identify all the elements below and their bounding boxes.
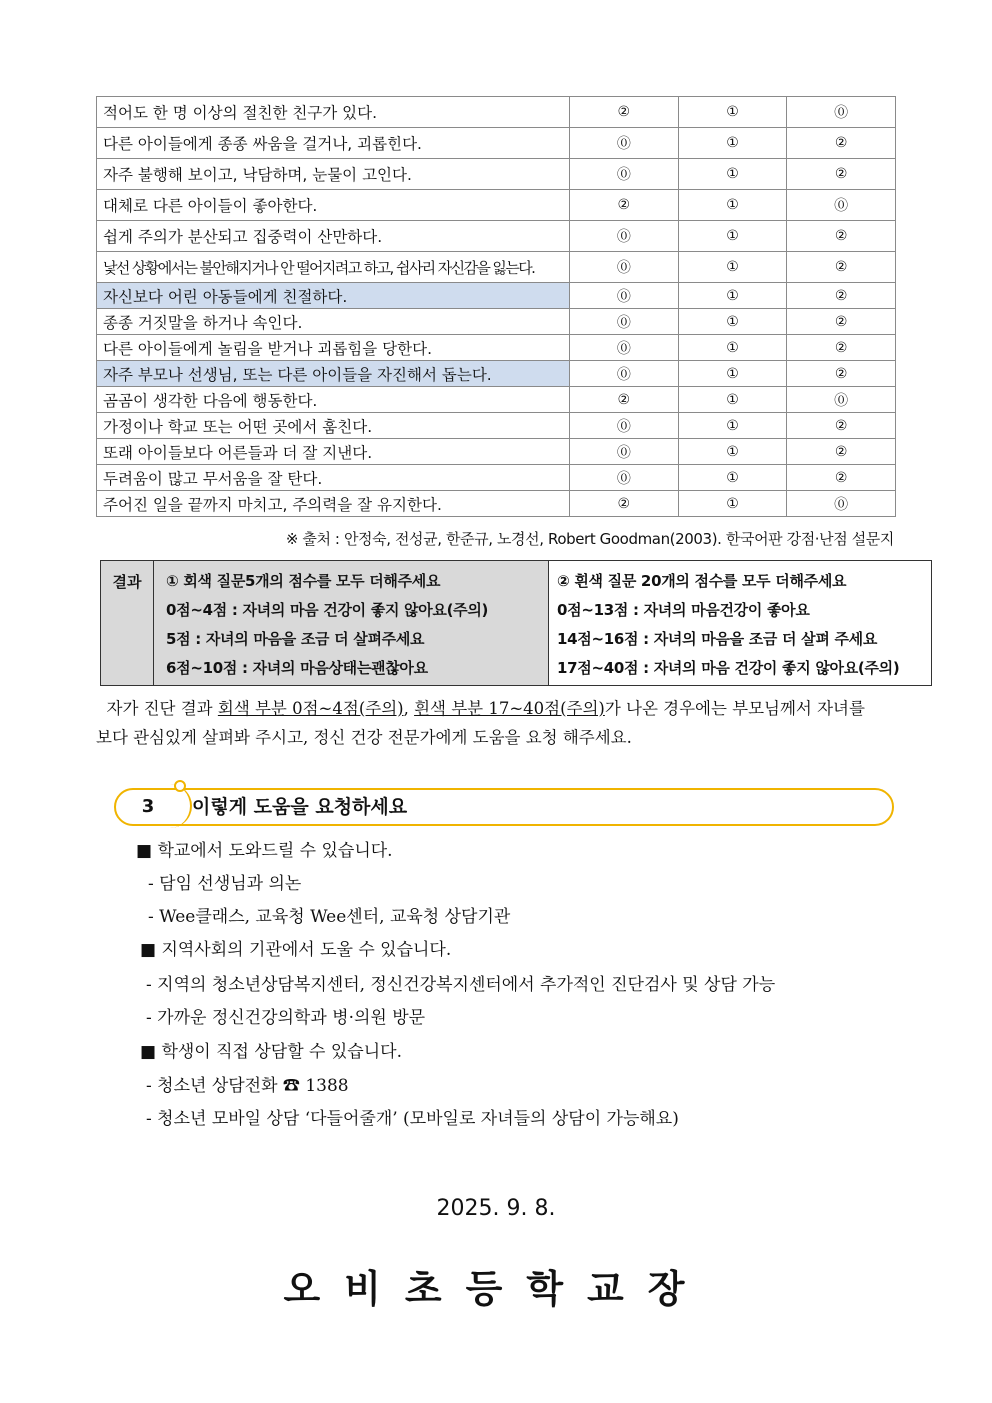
score-cell: ① (678, 413, 787, 439)
table-row (97, 465, 896, 491)
result-table (100, 560, 932, 686)
score-cell: ① (678, 190, 787, 221)
table-row (97, 190, 896, 221)
question-cell: 적어도 한 명 이상의 절친한 친구가 있다. (97, 97, 570, 128)
score-cell: ⓪ (570, 335, 679, 361)
question-cell: 주어진 일을 끝까지 마치고, 주의력을 잘 유지한다. (97, 491, 570, 517)
help-item: - 가까운 정신건강의학과 병·의원 방문 (146, 1008, 426, 1028)
note-text: , (403, 699, 415, 718)
question-cell: 또래 아이들보다 어른들과 더 잘 지낸다. (97, 439, 570, 465)
score-cell: ⓪ (570, 309, 679, 335)
question-cell: 곰곰이 생각한 다음에 행동한다. (97, 387, 570, 413)
white-guide-line: ② 흰색 질문 20개의 점수를 모두 더해주세요 (557, 572, 847, 590)
score-cell: ⓪ (570, 465, 679, 491)
help-item: - 청소년 상담전화 ☎ 1388 (146, 1076, 349, 1096)
table-row (97, 309, 896, 335)
score-cell: ⓪ (570, 159, 679, 190)
section-banner (114, 788, 894, 826)
section-number: 3 (141, 796, 155, 817)
principal-signature: 오비초등학교장 (283, 1267, 709, 1311)
table-row (97, 413, 896, 439)
white-guide-line: 14점~16점 : 자녀의 마음을 조금 더 살펴 주세요 (557, 630, 878, 648)
score-cell: ② (787, 465, 896, 491)
help-heading-community: ■ 지역사회의 기관에서 도울 수 있습니다. (140, 940, 452, 960)
question-cell: 다른 아이들에게 놀림을 받거나 괴롭힘을 당한다. (97, 335, 570, 361)
score-cell: ② (787, 413, 896, 439)
self-diagnosis-note (96, 694, 916, 752)
score-cell: ① (678, 491, 787, 517)
score-cell: ⓪ (570, 221, 679, 252)
table-row (97, 439, 896, 465)
result-label: 결과 (101, 561, 154, 686)
score-cell: ⓪ (570, 252, 679, 283)
score-cell: ① (678, 128, 787, 159)
score-cell: ① (678, 335, 787, 361)
table-row (97, 128, 896, 159)
question-cell: 쉽게 주의가 분산되고 집중력이 산만하다. (97, 221, 570, 252)
gray-guide-line: 5점 : 자녀의 마음을 조금 더 살펴주세요 (166, 630, 425, 648)
score-cell: ② (787, 361, 896, 387)
note-white-range: 흰색 부분 17~40점(주의) (414, 699, 605, 718)
table-row (97, 335, 896, 361)
score-cell: ① (678, 252, 787, 283)
score-cell: ⓪ (570, 413, 679, 439)
score-cell: ① (678, 283, 787, 309)
table-row (97, 221, 896, 252)
table-row (97, 361, 896, 387)
score-cell: ① (678, 159, 787, 190)
score-cell: ② (787, 221, 896, 252)
score-cell: ② (787, 335, 896, 361)
help-item: - 청소년 모바일 상담 ‘다들어줄개’ (모바일로 자녀들의 상담이 가능해요) (146, 1109, 679, 1129)
gray-guide-line: 6점~10점 : 자녀의 마음상태는괜찮아요 (166, 659, 428, 677)
score-cell: ① (678, 221, 787, 252)
note-gray-range: 회색 부분 0점~4점(주의) (217, 699, 404, 718)
score-cell: ① (678, 387, 787, 413)
score-cell: ① (678, 361, 787, 387)
table-row (97, 283, 896, 309)
score-cell: ① (678, 439, 787, 465)
question-cell: 자주 불행해 보이고, 낙담하며, 눈물이 고인다. (97, 159, 570, 190)
question-cell: 낯선 상황에서는 불안해지거나 안 떨어지려고 하고, 쉽사리 자신감을 잃는다. (97, 252, 570, 283)
document-date: 2025. 9. 8. (436, 1196, 556, 1221)
score-cell: ② (570, 387, 679, 413)
note-text: 가 나온 경우에는 부모님께서 자녀를 (604, 699, 865, 718)
help-item: - 지역의 청소년상담복지센터, 정신건강복지센터에서 추가적인 진단검사 및 상담 가능 (146, 975, 776, 995)
banner-dot-decoration (174, 780, 186, 792)
table-row (97, 97, 896, 128)
question-cell: 다른 아이들에게 종종 싸움을 걸거나, 괴롭힌다. (97, 128, 570, 159)
score-cell: ② (570, 97, 679, 128)
help-heading-school: ■ 학교에서 도와드릴 수 있습니다. (136, 841, 393, 861)
score-cell: ② (787, 252, 896, 283)
score-cell: ⓪ (787, 190, 896, 221)
question-cell: 대체로 다른 아이들이 좋아한다. (97, 190, 570, 221)
note-line2: 보다 관심있게 살펴봐 주시고, 정신 건강 전문가에게 도움을 요청 해주세요. (96, 728, 632, 747)
table-row (97, 387, 896, 413)
question-cell: 자신보다 어린 아동들에게 친절하다. (97, 283, 570, 309)
score-cell: ⓪ (787, 387, 896, 413)
score-cell: ⓪ (787, 491, 896, 517)
score-cell: ⓪ (570, 128, 679, 159)
gray-guide-line: 0점~4점 : 자녀의 마음 건강이 좋지 않아요(주의) (166, 601, 489, 619)
table-row (97, 159, 896, 190)
gray-guide-line: ① 회색 질문5개의 점수를 모두 더해주세요 (166, 572, 441, 590)
white-guide-line: 17점~40점 : 자녀의 마음 건강이 좋지 않아요(주의) (557, 659, 900, 677)
question-cell: 자주 부모나 선생님, 또는 다른 아이들을 자진해서 돕는다. (97, 361, 570, 387)
question-cell: 종종 거짓말을 하거나 속인다. (97, 309, 570, 335)
question-cell: 가정이나 학교 또는 어떤 곳에서 훔친다. (97, 413, 570, 439)
gray-question-guide (154, 561, 549, 686)
score-cell: ⓪ (570, 283, 679, 309)
score-cell: ② (570, 491, 679, 517)
score-cell: ⓪ (570, 439, 679, 465)
section-title: 이렇게 도움을 요청하세요 (192, 796, 408, 818)
note-text: 자가 진단 결과 (106, 699, 218, 718)
help-item: - Wee클래스, 교육청 Wee센터, 교육청 상담기관 (148, 907, 511, 927)
question-cell: 두려움이 많고 무서움을 잘 탄다. (97, 465, 570, 491)
help-item: - 담임 선생님과 의논 (148, 874, 302, 894)
score-cell: ① (678, 97, 787, 128)
white-guide-line: 0점~13점 : 자녀의 마음건강이 좋아요 (557, 601, 810, 619)
white-question-guide (549, 561, 932, 686)
questionnaire-table (96, 96, 896, 517)
score-cell: ⓪ (570, 361, 679, 387)
score-cell: ② (787, 283, 896, 309)
score-cell: ② (570, 190, 679, 221)
score-cell: ② (787, 309, 896, 335)
score-cell: ① (678, 465, 787, 491)
table-row (97, 491, 896, 517)
table-row (97, 252, 896, 283)
score-cell: ⓪ (787, 97, 896, 128)
help-heading-student: ■ 학생이 직접 상담할 수 있습니다. (140, 1042, 402, 1062)
source-citation: ※ 출처 : 안정숙, 전성균, 한준규, 노경선, Robert Goodman(2003). 한국어판 강점·난점 설문지 (285, 530, 894, 548)
score-cell: ② (787, 159, 896, 190)
score-cell: ① (678, 309, 787, 335)
score-cell: ② (787, 439, 896, 465)
score-cell: ② (787, 128, 896, 159)
